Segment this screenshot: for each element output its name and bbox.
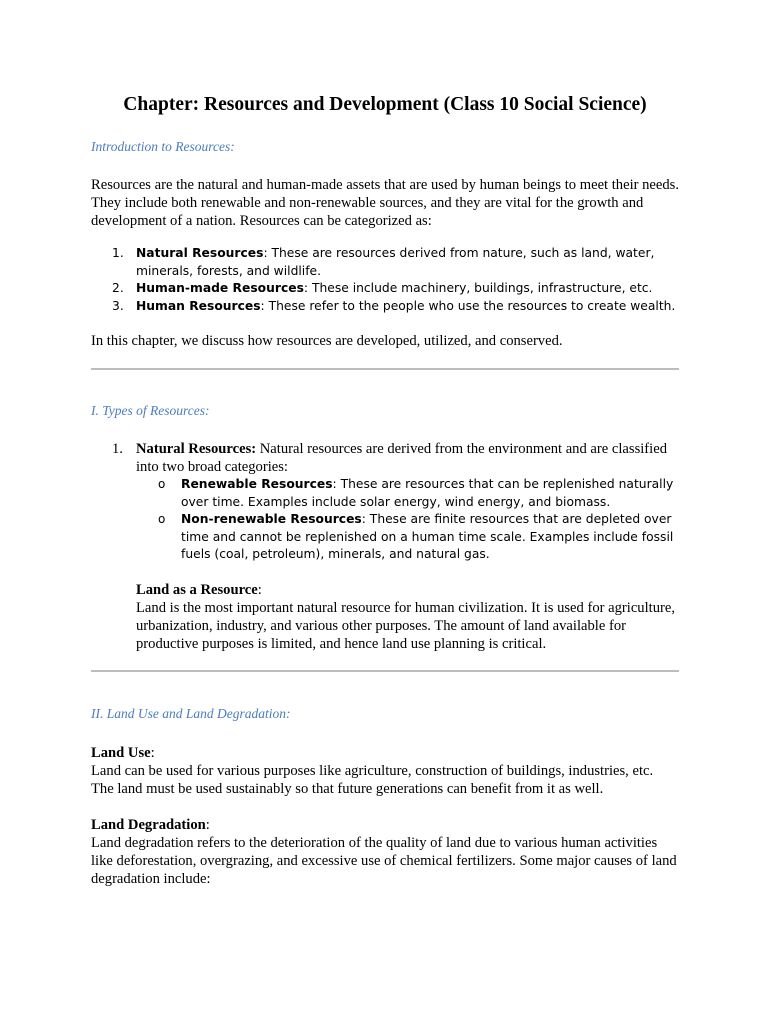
page-title: Chapter: Resources and Development (Class 10 Social Science)	[123, 94, 647, 115]
types-list	[91, 440, 679, 476]
list-text: : These are resources that can be replenished naturally over time. Examples include solar energy, wind energy, and biomass.	[181, 477, 674, 509]
bullet-icon: o	[158, 512, 166, 526]
list-term: Natural Resources	[136, 246, 264, 260]
land-heading: II. Land Use and Land Degradation:	[91, 705, 291, 721]
list-text: : These are resources derived from nature, such as land, water, minerals, forests, and wildlife.	[136, 246, 655, 278]
list-item	[91, 440, 679, 476]
list-number: 1.	[112, 246, 124, 260]
list-term: Human-made Resources	[136, 281, 304, 295]
land-degradation-heading	[91, 816, 679, 834]
land-resource-term: Land as a Resource	[136, 581, 258, 598]
list-term: Non-renewable Resources	[181, 512, 362, 526]
land-use-block	[91, 744, 679, 798]
list-item	[91, 511, 679, 564]
list-term: Renewable Resources	[181, 477, 333, 491]
land-degradation-block	[91, 816, 679, 888]
section-divider	[91, 670, 679, 672]
land-resource-heading	[136, 581, 679, 599]
intro-paragraph: Resources are the natural and human-made assets that are used by human beings to meet their needs. They include both renewable and non-renewable sources, and they are vital for the growth and development of a nation. Resources can be categorized as:	[91, 177, 680, 229]
list-item	[91, 298, 679, 316]
section-divider	[91, 368, 679, 370]
list-text: : These refer to the people who use the resources to create wealth.	[260, 298, 676, 313]
list-text: : These include machinery, buildings, infrastructure, etc.	[303, 281, 653, 295]
list-number: 1.	[112, 441, 123, 457]
land-resource-text: Land is the most important natural resource for human civilization. It is used for agriculture, urbanization, industry, and various other purposes. The amount of land available for productive purposes is limited, and hence land use planning is critical.	[136, 599, 675, 652]
land-use-term: Land Use	[91, 744, 151, 761]
list-term: Human Resources	[136, 298, 261, 313]
land-resource-block	[91, 581, 679, 653]
document-body	[91, 92, 679, 888]
land-use-text: Land can be used for various purposes like agriculture, construction of buildings, industries, etc. The land must be used sustainably so that future generations can benefit from it as well.	[91, 762, 654, 797]
land-resource-colon: :	[257, 581, 262, 598]
list-text: : These are finite resources that are depleted over time and cannot be replenished on a human time scale. Examples include fossil fuels (coal, petroleum), minerals, and natural gas.	[181, 512, 674, 561]
list-item	[91, 476, 679, 511]
list-term: Natural Resources:	[136, 441, 257, 457]
list-number: 3.	[112, 298, 124, 313]
bullet-icon: o	[158, 477, 166, 491]
intro-heading: Introduction to Resources:	[91, 139, 235, 154]
list-number: 2.	[112, 281, 124, 295]
list-item	[91, 245, 679, 280]
resource-categories-list	[91, 245, 679, 315]
land-degradation-term: Land Degradation	[91, 816, 206, 833]
list-item	[91, 280, 679, 298]
land-degradation-text: Land degradation refers to the deterioration of the quality of land due to various human activities like deforestation, overgrazing, and excessive use of chemical fertilizers. Some major causes of land degradation include:	[91, 834, 677, 887]
land-use-heading	[91, 744, 679, 762]
subtypes-list	[91, 476, 679, 564]
land-degradation-colon: :	[205, 816, 210, 833]
types-heading: I. Types of Resources:	[91, 403, 210, 418]
land-use-colon: :	[150, 744, 155, 761]
intro-closing: In this chapter, we discuss how resources are developed, utilized, and conserved.	[91, 333, 563, 349]
list-text: Natural resources are derived from the environment and are classified into two broad categories:	[136, 441, 667, 475]
